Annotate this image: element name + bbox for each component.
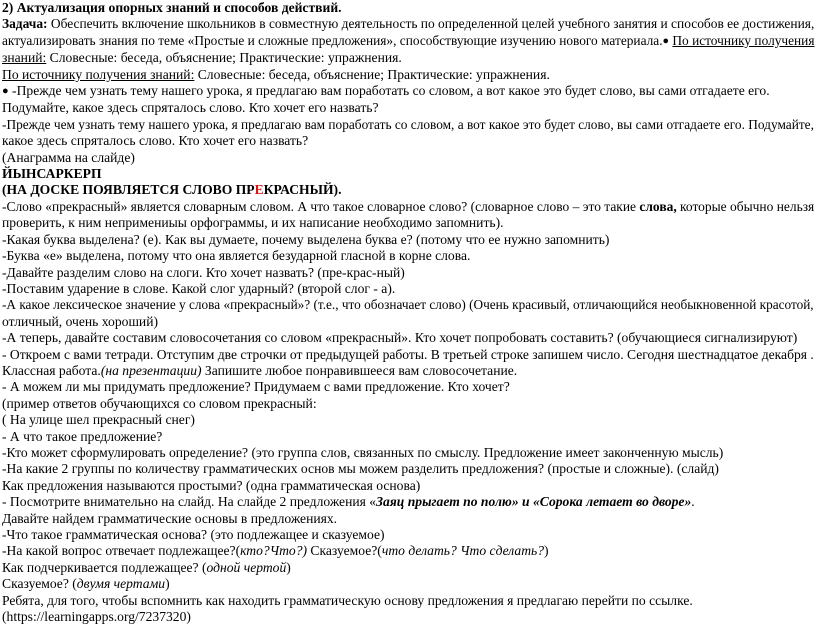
- repeat-para-line-2: какое здесь спряталось слово. Кто хочет его назвать?: [2, 133, 309, 149]
- notebook-line-2: [2, 363, 814, 379]
- underline-subject-line: [2, 560, 814, 576]
- task-line-3: [2, 50, 814, 66]
- slide-text-a: - Посмотрите внимательно на слайд. На слайде 2 предложения «: [2, 494, 377, 510]
- board-after: КРАСНЫЙ).: [263, 182, 342, 198]
- vocab-text-c: которые обычно нельзя: [676, 198, 815, 214]
- question-e: ): [544, 543, 549, 559]
- final-link[interactable]: (https://learningapps.org/7237320): [2, 609, 191, 625]
- dialog-line: ( На улице шел прекрасный снег): [2, 412, 195, 428]
- repeat-para-line-1: -Прежде чем узнать тему нашего урока, я предлагаю вам поработать со словом, а вот какое это будет слово, вы сами отгадаете его. Подумайте,: [2, 116, 814, 132]
- source-line-label: По источнику получения знаний:: [2, 66, 195, 82]
- dialog-line: - А что такое предложение?: [2, 428, 163, 444]
- question-a: -На какой вопрос отвечает подлежащее?(: [2, 543, 241, 559]
- anagram-word: ЙЫНСАРКЕРП: [2, 166, 102, 182]
- slide-line: [2, 494, 814, 510]
- notebook-line-1: - Откроем с вами тетради. Отступим две строчки от предыдущей работы. В третьей строке запишем число. Сегодня шестнадцатое декабря .: [2, 346, 814, 362]
- source-methods: Словесные: беседа, объяснение; Практические: упражнения.: [46, 50, 402, 66]
- board-line: [2, 182, 814, 198]
- bullet-para-text-1: -Прежде чем узнать тему нашего урока, я предлагаю вам поработать со словом, а вот какое это будет слово, вы сами отгадаете его.: [8, 83, 770, 99]
- bullet-para-line-2: Подумайте, какое здесь спряталось слово. Кто хочет его назвать?: [2, 100, 379, 116]
- board-before: (НА ДОСКЕ ПОЯВЛЯЕТСЯ СЛОВО ПР: [2, 182, 255, 198]
- question-c: Сказуемое?(: [307, 543, 382, 559]
- dialog-line: -На какие 2 группы по количеству грамматических основ мы можем разделить предложения? (простые и сложные). (слайд): [2, 461, 719, 477]
- source-line: [2, 67, 814, 83]
- section-heading: 2) Актуализация опорных знаний и способов действий.: [2, 0, 342, 15]
- combo-line: -А теперь, давайте составим словосочетания со словом «прекрасный». Кто хочет попробовать составить? (обучающиеся сигнализируют): [2, 330, 798, 346]
- bullet-icon: ●: [662, 34, 670, 47]
- source-line-text: Словесные: беседа, объяснение; Практические: упражнения.: [194, 66, 550, 82]
- vocab-bold-word: слова,: [639, 198, 677, 214]
- presentation-note: (на презентации): [100, 362, 202, 378]
- highlighted-letter: Е: [254, 182, 264, 198]
- vocab-line-2: проверить, к ним непримениыы орфограммы, и их написание необходимо запомнить).: [2, 215, 504, 231]
- source-label: По источнику получения: [672, 32, 815, 48]
- bullet-para-line-1: [2, 83, 814, 100]
- underline-predicate-line: [2, 576, 814, 592]
- text-line: -Какая буква выделена? (е). Как вы думаете, почему выделена буква е? (потому что ее нужно запомнить): [2, 231, 610, 247]
- lexical-line-2: отличный, очень хороший): [2, 313, 158, 329]
- lexical-line-1: -А какое лексическое значение у слова «прекрасный»? (т.е., что обозначает слово) (Очень красивый, отличающийся необыкновенной красотой,: [2, 297, 814, 313]
- dialog-line: Как предложения называются простыми? (одна грамматическая основа): [2, 477, 421, 493]
- dialog-line: - А можем ли мы придумать предложение? Придумаем с вами предложение. Кто хочет?: [2, 379, 510, 395]
- slide-text-c: .: [691, 494, 695, 510]
- find-line: Давайте найдем грамматические основы в предложениях.: [2, 510, 338, 526]
- task-label: Задача:: [2, 16, 48, 32]
- predicate-a: Сказуемое? (: [2, 576, 77, 592]
- dialog-line: (пример ответов обучающихся со словом прекрасный:: [2, 395, 317, 411]
- predicate-c: ): [165, 576, 170, 592]
- task-text-1: Обеспечить включение школьников в совместную деятельность по определенной целей учебного занятия и способов ее достижения,: [47, 16, 815, 32]
- dialog-line: -Кто может сформулировать определение? (это группа слов, связанных по смыслу. Предложение имеет законченную мысль): [2, 444, 724, 460]
- basis-line: -Что такое грамматическая основа? (это подлежащее и сказуемое): [2, 527, 385, 542]
- task-line-1: [2, 16, 815, 32]
- subject-a: Как подчеркивается подлежащее? (: [2, 559, 207, 575]
- subject-b: одной чертой: [206, 559, 287, 575]
- text-line: -Поставим ударение в слове. Какой слог ударный? (второй слог - а).: [2, 280, 396, 296]
- task-line-2: [2, 32, 815, 50]
- vocab-text-a: -Слово «прекрасный» является словарным словом. А что такое словарное слово? (словарное слово – это такие: [2, 198, 640, 214]
- text-line: -Буква «е» выделена, потому что она является безударной гласной в корне слова.: [2, 248, 471, 264]
- question-line: [2, 543, 814, 559]
- notebook-text-c: Запишите любое понравившееся вам словосочетание.: [201, 362, 518, 378]
- question-d: что делать? Что сделать?: [381, 543, 544, 559]
- vocab-line-1: [2, 198, 815, 215]
- slide-sentences: Заяц прыгает по полю» и «Сорока летает во дворе»: [376, 494, 692, 510]
- predicate-b: двумя чертами: [76, 576, 166, 592]
- text-line: -Давайте разделим слово на слоги. Кто хочет назвать? (пре-крас-ный): [2, 264, 405, 280]
- subject-c: ): [286, 559, 291, 575]
- bullet-icon: ●: [2, 85, 9, 98]
- anagram-note: (Анаграмма на слайде): [2, 149, 135, 165]
- task-text-2: актуализировать знания по теме «Простые и сложные предложения», способствующие изучению нового материала.: [2, 32, 663, 48]
- question-b: кто?Что?): [240, 543, 308, 559]
- notebook-text-a: Классная работа.: [2, 362, 101, 378]
- source-label-2: знаний:: [2, 50, 47, 66]
- final-line-1: Ребята, для того, чтобы вспомнить как находить грамматическую основу предложения я предлагаю перейти по ссылке.: [2, 592, 693, 608]
